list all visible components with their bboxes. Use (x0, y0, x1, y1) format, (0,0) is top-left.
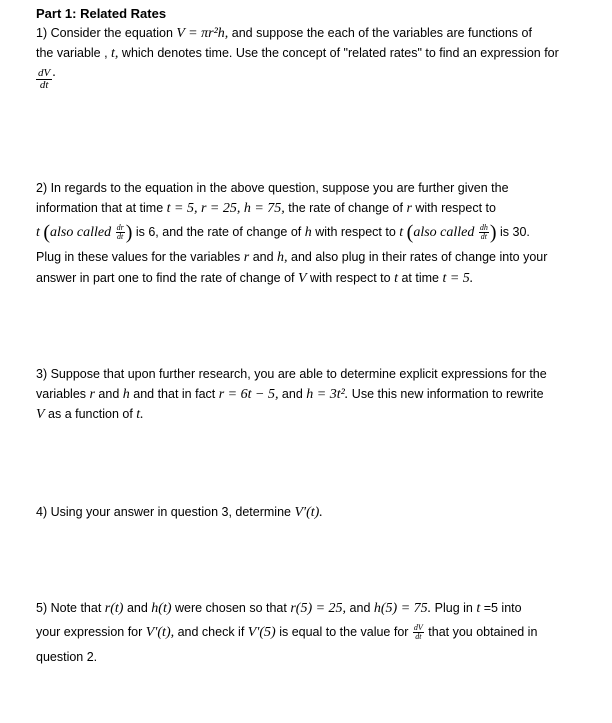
q2-math: h, (277, 250, 288, 265)
q1-text: and suppose the each of the variables are functions of (228, 26, 532, 40)
q1-line-3 (36, 64, 56, 91)
q5-math: V′(t), (145, 625, 175, 640)
q3-math: r (89, 387, 95, 402)
part-heading: Part 1: Related Rates (36, 6, 167, 21)
q3-text: variables (36, 387, 90, 401)
q5-text: Plug in (431, 601, 477, 615)
q2-math: also called (413, 225, 475, 240)
dv-dt-fraction (413, 624, 424, 641)
q2-math: h (304, 225, 312, 240)
q1-equation: V = πr²h, (176, 26, 229, 41)
q3-text: and (278, 387, 307, 401)
q2-text: with respect to (306, 271, 395, 285)
q3-text: as a function of (44, 407, 137, 421)
fraction-numerator: dr (116, 223, 124, 233)
q2-line-2 (36, 200, 496, 217)
fraction-denominator: dt (117, 232, 124, 242)
q5-text: =5 into (480, 601, 522, 615)
q3-text: Use this new information to rewrite (348, 387, 544, 401)
q2-math: t (36, 225, 40, 240)
q2-text: is 6, and the rate of change of (132, 225, 305, 239)
q2-math: V (297, 271, 307, 286)
q2-text: Plug in these values for the variables (36, 250, 244, 264)
q2-line-5 (36, 270, 473, 287)
q2-math: t = 5, r = 25, h = 75, (166, 201, 285, 216)
q1-text: the variable , (36, 46, 112, 60)
q5-text: were chosen so that (171, 601, 291, 615)
q5-math: r(t) (104, 601, 124, 616)
q3-line-1 (36, 366, 547, 382)
q5-text: and check if (174, 625, 248, 639)
q2-math: r (243, 250, 250, 265)
q3-line-3 (36, 406, 144, 423)
q5-line-2 (36, 624, 537, 641)
q2-text: is 30. (496, 225, 530, 239)
q3-math: V (36, 407, 45, 422)
q3-text: 3) Suppose that upon further research, you are able to determine explicit expressions for the (36, 367, 547, 381)
q5-math: t (476, 601, 481, 616)
q5-text: 5) Note that (36, 601, 105, 615)
q3-math: h (122, 387, 130, 402)
q1-period: . (52, 65, 56, 80)
q2-text: 2) In regards to the equation in the above question, suppose you are further given the (36, 181, 509, 195)
paren-close: ) (125, 221, 133, 244)
q2-line-3 (36, 221, 530, 244)
q4-text: 4) Using your answer in question 3, determine (36, 505, 295, 519)
q5-math: h(5) = 75. (373, 601, 432, 616)
q5-math: r(5) = 25, (290, 601, 347, 616)
q2-text: and also plug in their rates of change into your (287, 250, 548, 264)
q4-line-1 (36, 504, 323, 521)
q1-variable: t, (111, 46, 119, 61)
q3-math: r = 6t − 5, (218, 387, 279, 402)
q4-math: V′(t). (294, 505, 323, 520)
paren-close: ) (489, 221, 497, 244)
fraction-numerator: dV (38, 67, 51, 79)
dh-dt-fraction (479, 224, 489, 241)
paren-open: ( (43, 221, 51, 244)
q2-math: t = 5. (442, 271, 474, 286)
q3-line-2 (36, 386, 544, 403)
q2-text: at time (397, 271, 443, 285)
fraction-numerator: dV (413, 623, 423, 633)
fraction-denominator: dt (480, 232, 487, 242)
fraction-denominator: dt (415, 632, 422, 642)
q3-math: t. (136, 407, 144, 422)
q5-text: that you obtained in (424, 625, 538, 639)
q2-line-1 (36, 180, 509, 196)
q1-line-2 (36, 45, 559, 62)
q2-math: t (399, 225, 404, 240)
q2-math: t (394, 271, 398, 286)
q2-math: also called (50, 225, 112, 240)
q2-text: with respect to (411, 201, 496, 215)
q1-text: which denotes time. Use the concept of "related rates" to find an expression for (118, 46, 559, 60)
q5-text: and (346, 601, 374, 615)
fraction-denominator: dt (39, 79, 49, 91)
q2-text: the rate of change of (284, 201, 407, 215)
q2-text: answer in part one to find the rate of change of (36, 271, 298, 285)
q1-fraction (36, 68, 52, 91)
q5-text: is equal to the value for (275, 625, 412, 639)
q1-line-1 (36, 25, 532, 42)
q5-text: your expression for (36, 625, 146, 639)
q1-text: 1) Consider the equation (36, 26, 177, 40)
q3-text: and that in fact (129, 387, 219, 401)
q3-text: and (94, 387, 123, 401)
q5-text: question 2. (36, 650, 98, 664)
q5-line-1 (36, 600, 522, 617)
q5-text: and (123, 601, 152, 615)
q2-line-4 (36, 249, 547, 266)
q5-math: h(t) (151, 601, 172, 616)
q2-math: r (406, 201, 412, 216)
paren-open: ( (406, 221, 414, 244)
q3-math: h = 3t². (306, 387, 349, 402)
q5-line-3 (36, 649, 97, 665)
q2-text: and (249, 250, 278, 264)
q2-text: information that at time (36, 201, 167, 215)
q5-math: V′(5) (247, 625, 276, 640)
fraction-numerator: dh (479, 223, 488, 233)
q2-text: with respect to (311, 225, 400, 239)
dr-dt-fraction (116, 224, 125, 241)
